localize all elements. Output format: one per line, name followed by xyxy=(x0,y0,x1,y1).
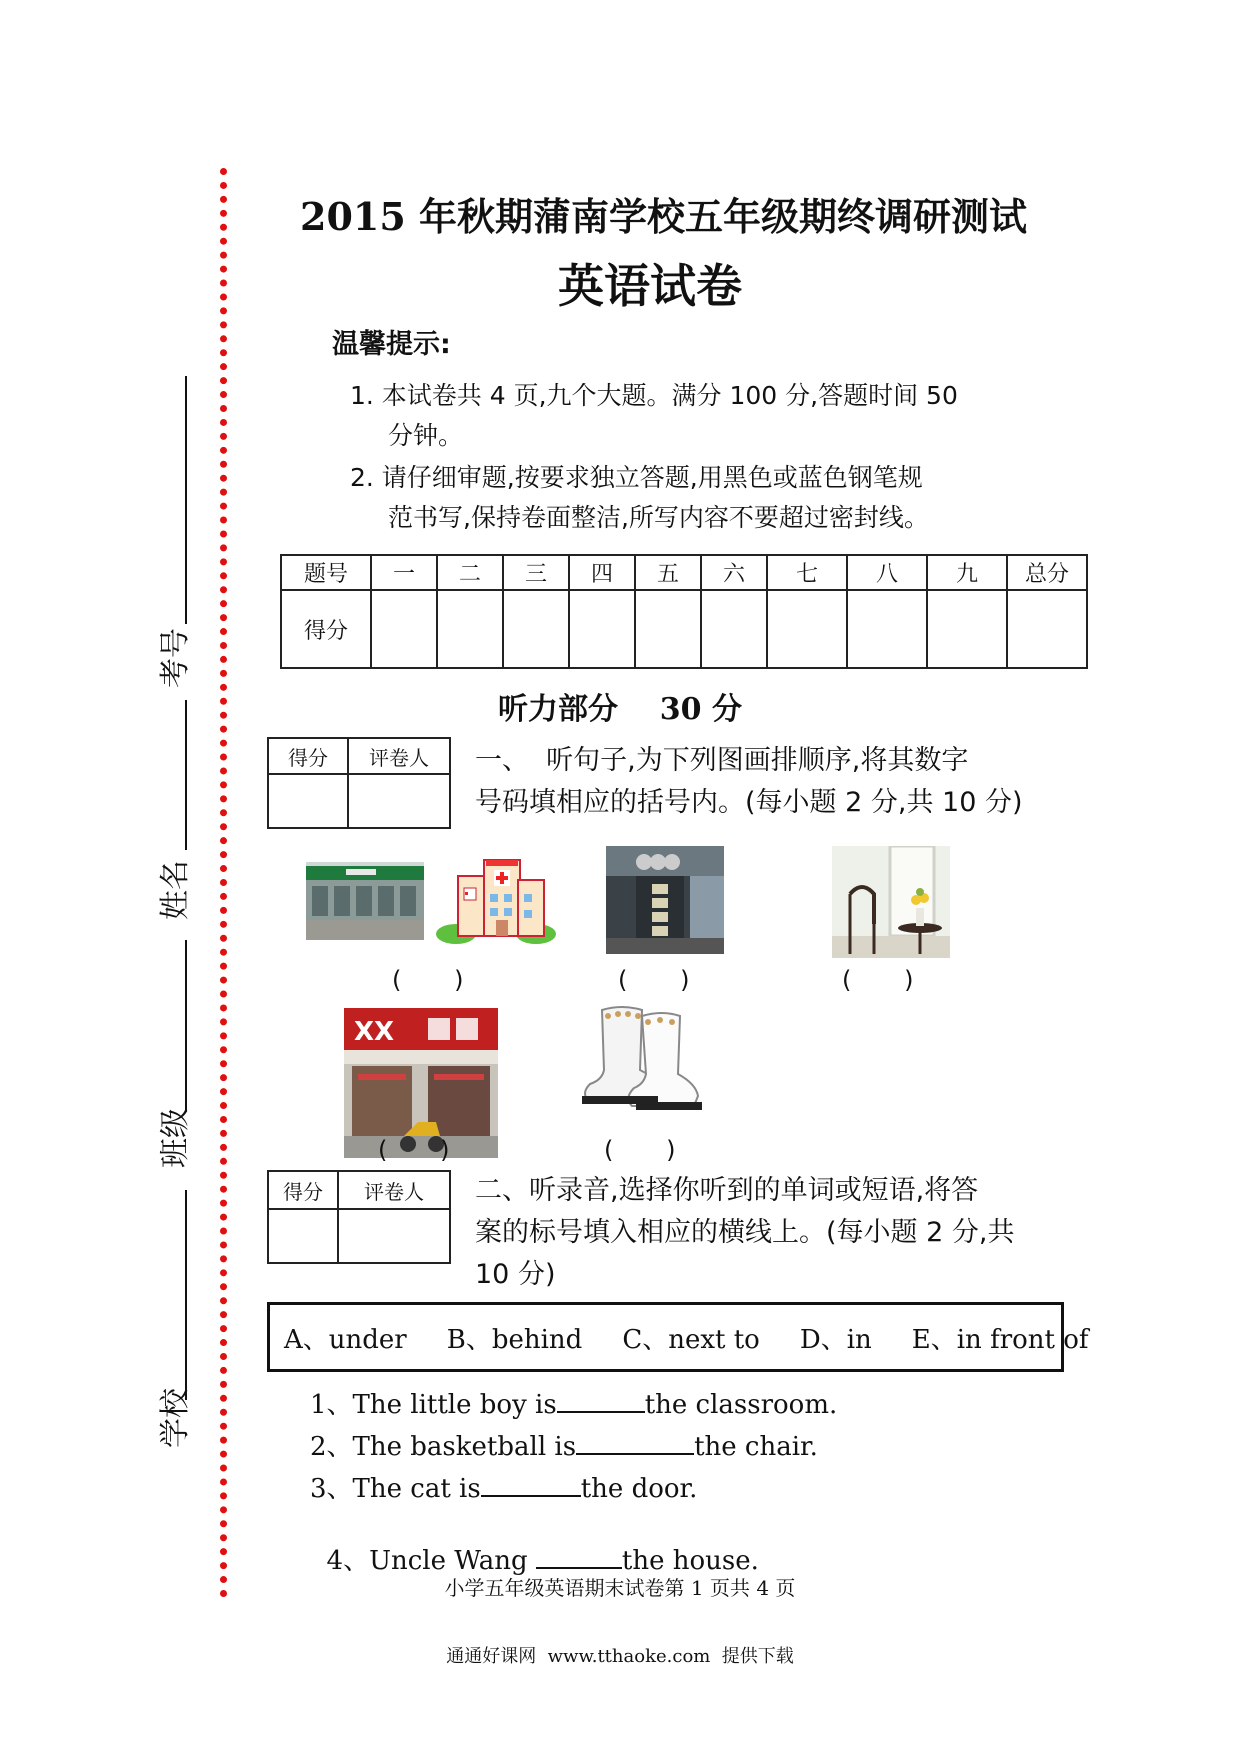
sentence-2 xyxy=(310,1426,818,1463)
answer-paren-4[interactable]: ( ) xyxy=(378,1136,451,1164)
grader-score-label: 得分 xyxy=(268,1171,338,1209)
sentence-2-pre: 2、The basketball is xyxy=(310,1432,577,1462)
score-cell[interactable] xyxy=(1007,590,1087,668)
score-table-header-label: 题号 xyxy=(281,555,371,590)
score-col-4: 四 xyxy=(569,555,635,590)
grader-name-label: 评卷人 xyxy=(348,738,450,774)
score-col-7: 七 xyxy=(767,555,847,590)
q1-instruction-line-1: 一、 听句子,为下列图画排顺序,将其数字 xyxy=(475,745,969,776)
score-col-5: 五 xyxy=(635,555,701,590)
grader-name-cell[interactable] xyxy=(348,774,450,828)
tips-heading: 温馨提示: xyxy=(332,329,451,360)
option-a: A、under xyxy=(284,1324,407,1355)
grader-score-cell[interactable] xyxy=(268,1209,338,1263)
score-col-8: 八 xyxy=(847,555,927,590)
score-cell[interactable] xyxy=(371,590,437,668)
exam-subtitle: 英语试卷 xyxy=(558,259,742,313)
exam-title: 2015 年秋期蒲南学校五年级期终调研测试 xyxy=(300,194,1027,239)
sentence-3-post: the door. xyxy=(580,1474,698,1504)
hospital-picture xyxy=(436,854,556,944)
svg-text:XX: XX xyxy=(354,1017,395,1047)
boots-picture xyxy=(572,1000,704,1116)
cinema-picture xyxy=(606,846,724,954)
score-col-2: 二 xyxy=(437,555,503,590)
score-cell[interactable] xyxy=(569,590,635,668)
sentence-3-pre: 3、The cat is xyxy=(310,1474,481,1504)
answer-blank-1[interactable] xyxy=(557,1387,645,1413)
side-line-banji xyxy=(185,940,187,1112)
score-col-total: 总分 xyxy=(1007,555,1087,590)
score-cell[interactable] xyxy=(767,590,847,668)
option-e: E、in front of xyxy=(911,1324,1089,1355)
q1-instruction-line-2: 号码填相应的括号内。(每小题 2 分,共 10 分) xyxy=(475,787,1023,818)
tip-2-line-2: 范书写,保持卷面整洁,所写内容不要超过密封线。 xyxy=(388,503,929,532)
q1-grader-table xyxy=(267,737,451,829)
answer-paren-1[interactable]: ( ) xyxy=(392,966,465,994)
seal-dotted-line xyxy=(220,168,227,1598)
side-label-kaohao: 考号 xyxy=(158,628,193,688)
post-office-picture xyxy=(306,862,424,940)
grader-name-cell[interactable] xyxy=(338,1209,450,1263)
side-label-xuexiao: 学校 xyxy=(158,1388,193,1448)
sentence-1-post: the classroom. xyxy=(644,1390,838,1420)
q2-grader-table xyxy=(267,1170,451,1264)
listening-heading: 听力部分 30 分 xyxy=(498,692,742,727)
answer-paren-5[interactable]: ( ) xyxy=(604,1136,677,1164)
answer-paren-2[interactable]: ( ) xyxy=(618,966,691,994)
sentence-4 xyxy=(310,1510,759,1577)
score-table-score-label: 得分 xyxy=(281,590,371,668)
tip-2-line-1: 2. 请仔细审题,按要求独立答题,用黑色或蓝色钢笔规 xyxy=(350,463,923,492)
q2-instruction-line-1: 二、听录音,选择你听到的单词或短语,将答 xyxy=(475,1175,979,1206)
q2-instruction-line-3: 10 分) xyxy=(475,1259,556,1290)
side-label-banji: 班级 xyxy=(158,1108,193,1168)
sentence-1 xyxy=(310,1384,837,1421)
score-cell[interactable] xyxy=(635,590,701,668)
word-options-box xyxy=(267,1302,1089,1372)
grader-score-label: 得分 xyxy=(268,738,348,774)
tip-1-line-1: 1. 本试卷共 4 页,九个大题。满分 100 分,答题时间 50 xyxy=(350,381,958,410)
answer-blank-4[interactable] xyxy=(536,1543,622,1569)
score-col-1: 一 xyxy=(371,555,437,590)
answer-blank-2[interactable] xyxy=(576,1429,694,1455)
score-table xyxy=(280,554,1088,669)
tip-1-line-2: 分钟。 xyxy=(388,421,464,450)
side-line-kaohao xyxy=(185,376,187,624)
grader-score-cell[interactable] xyxy=(268,774,348,828)
score-cell[interactable] xyxy=(503,590,569,668)
option-d: D、in xyxy=(799,1324,872,1355)
sentence-3 xyxy=(310,1468,697,1505)
score-col-9: 九 xyxy=(927,555,1007,590)
score-cell[interactable] xyxy=(701,590,767,668)
score-cell[interactable] xyxy=(847,590,927,668)
sentence-4-pre: 4、Uncle Wang xyxy=(326,1546,536,1576)
score-col-3: 三 xyxy=(503,555,569,590)
q2-instruction-line-2: 案的标号填入相应的横线上。(每小题 2 分,共 xyxy=(475,1217,1015,1248)
score-cell[interactable] xyxy=(927,590,1007,668)
sentence-2-post: the chair. xyxy=(694,1432,818,1462)
source-footer: 通通好课网 www.tthaoke.com 提供下载 xyxy=(446,1646,794,1667)
answer-paren-3[interactable]: ( ) xyxy=(842,966,915,994)
answer-blank-3[interactable] xyxy=(481,1471,581,1497)
sentence-4-post: the house. xyxy=(621,1546,759,1576)
score-cell[interactable] xyxy=(437,590,503,668)
sentence-1-pre: 1、The little boy is xyxy=(310,1390,557,1420)
score-col-6: 六 xyxy=(701,555,767,590)
option-c: C、next to xyxy=(622,1324,760,1355)
option-b: B、behind xyxy=(446,1324,583,1355)
grader-name-label: 评卷人 xyxy=(338,1171,450,1209)
side-label-xingming: 姓名 xyxy=(158,860,193,920)
page-footer: 小学五年级英语期末试卷第 1 页共 4 页 xyxy=(444,1576,796,1600)
side-line-xuexiao xyxy=(185,1190,187,1400)
cafe-picture xyxy=(832,846,950,958)
